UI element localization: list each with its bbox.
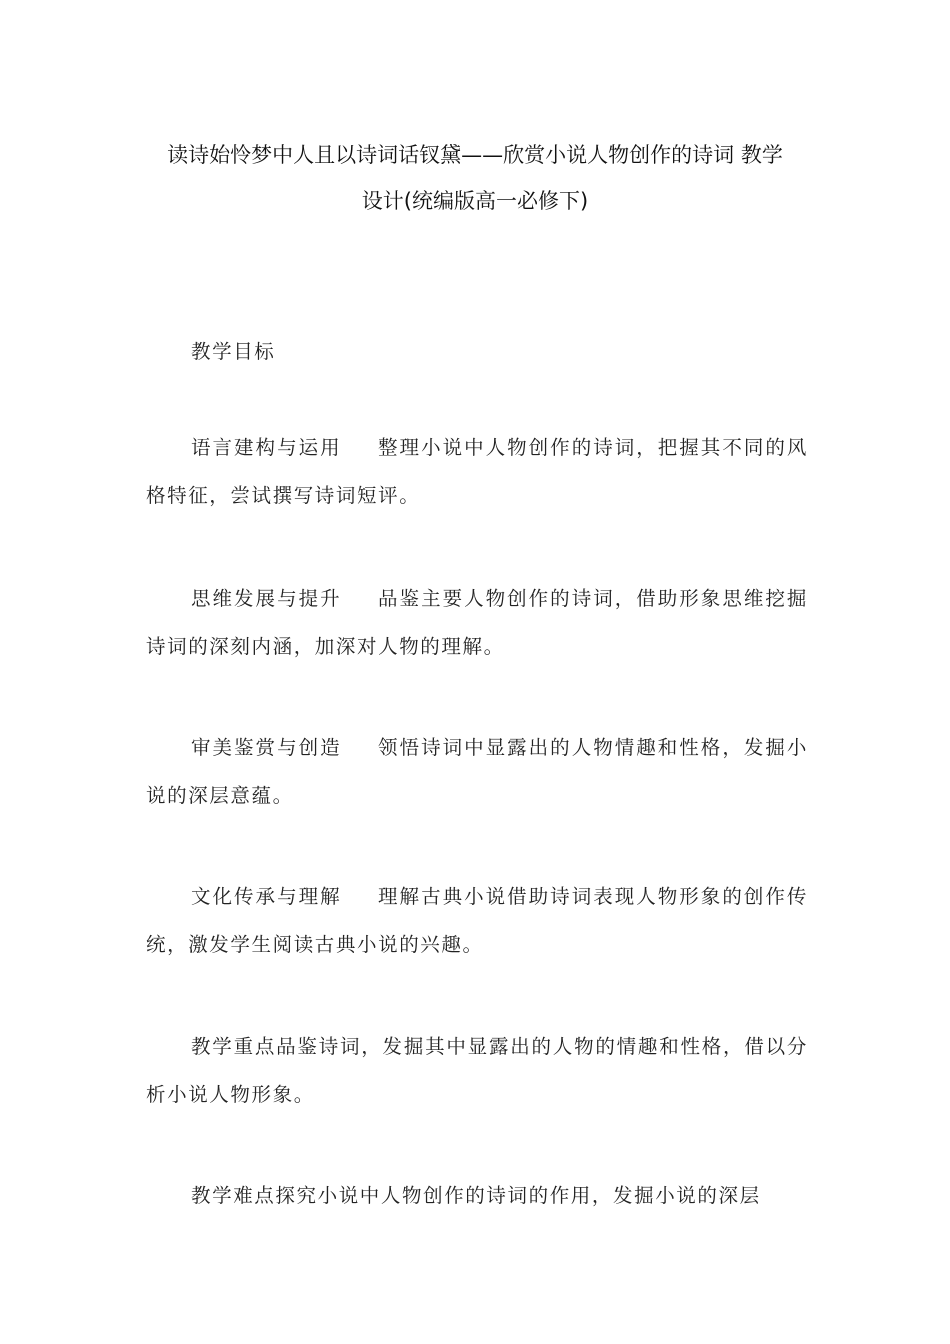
goal-label: 语言建构与运用: [191, 436, 342, 459]
section-heading-teaching-goals: 教学目标: [191, 340, 276, 363]
key-point-paragraph: 教学重点品鉴诗词，发掘其中显露出的人物的情趣和性格，借以分析小说人物形象。: [146, 1035, 808, 1106]
goal-paragraph-aesthetic: [146, 724, 808, 820]
goal-paragraph-culture: [146, 873, 808, 969]
goal-label: 文化传承与理解: [191, 885, 342, 908]
title-line-2: 设计(统编版高一必修下): [361, 189, 589, 213]
goal-text: 品鉴主要人物创作的诗词，借助形象思维挖掘诗词的深刻内涵，加深对人物的理解。: [146, 587, 808, 658]
goal-text: 理解古典小说借助诗词表现人物形象的创作传统，激发学生阅读古典小说的兴趣。: [146, 885, 808, 956]
document-title: [145, 132, 805, 224]
goal-paragraph-thinking: [146, 575, 808, 671]
goal-label: 思维发展与提升: [191, 587, 342, 610]
goal-paragraph-language: [146, 424, 808, 520]
goal-text: 整理小说中人物创作的诗词，把握其不同的风格特征，尝试撰写诗词短评。: [146, 436, 808, 507]
title-line-1: 读诗始怜梦中人且以诗词话钗黛——欣赏小说人物创作的诗词 教学: [167, 143, 783, 167]
goal-text: 领悟诗词中显露出的人物情趣和性格，发掘小说的深层意蕴。: [146, 736, 808, 807]
goal-label: 审美鉴赏与创造: [191, 736, 342, 759]
difficult-point-paragraph: 教学难点探究小说中人物创作的诗词的作用，发掘小说的深层: [191, 1184, 761, 1207]
